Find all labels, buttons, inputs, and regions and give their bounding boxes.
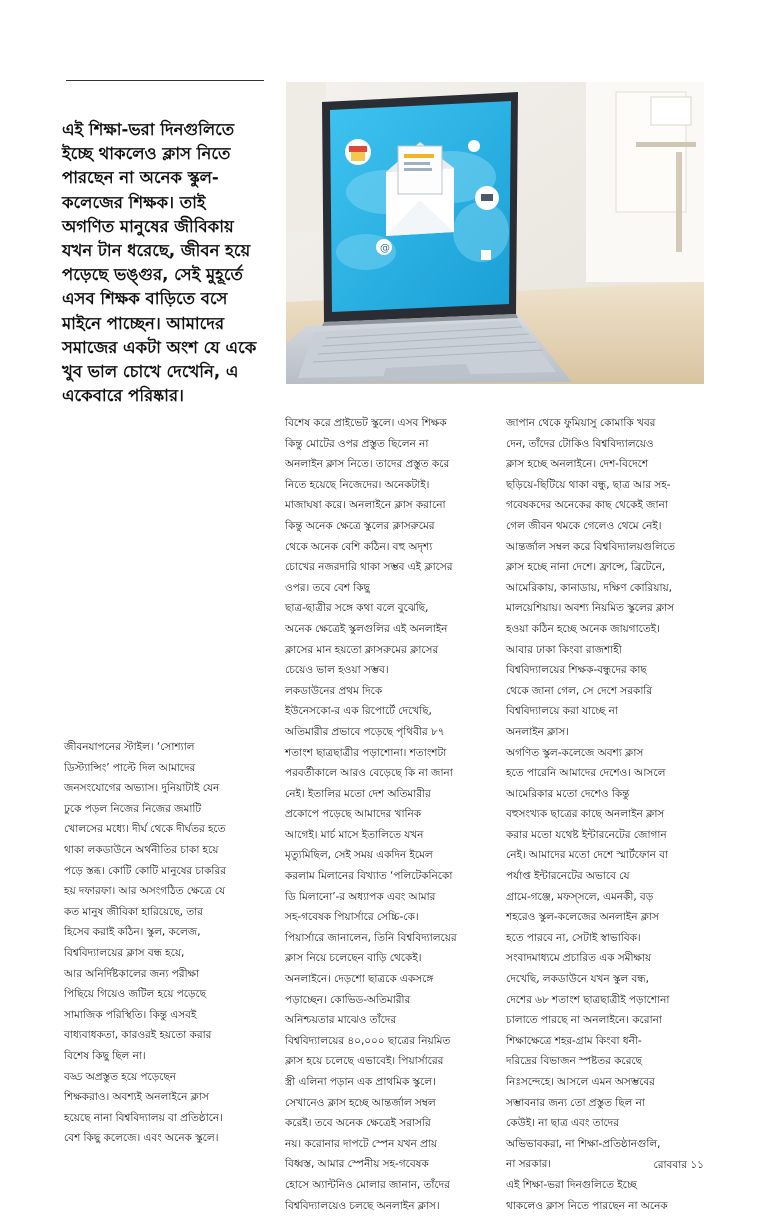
article-column-1: জীবনযাপনের স্টাইল। ‘সোশ্যাল ডিস্ট্যান্সিং’ পাল্টে দিল আমাদের জনসংযোগের অভ্যাস। দুনিয়াটাই যেন ঢুকে পড়ল নিজের নিজের জমাটি খোলসের মধ্যে। দীর্ঘ থেকে দীর্ঘতর হতে থাকা লকডাউনে অর্থনীতির চাকা হয়ে পড়ে স্তব্ধ। কোটি কোটি মানুষের চাকরির হয় দফারফা। আর অসংগঠিত ক্ষেত্রে যে কত মানুষ জীবিকা হারিয়েছে, তার হিসেব করাই কঠিন। স্কুল, কলেজ, বিশ্ববিদ্যালয়ের ক্লাস বন্ধ হয়ে, আর অনির্দিষ্টকালের জন্য পরীক্ষা পিছিয়ে গিয়েও জটিল হয়ে পড়েছে সামাজিক পরিস্থিতি। কিন্তু এসবই বাধ্যবাধকতা, কারওরই হয়তো করার বিশেষ কিছু ছিল না। বড্ড অপ্রস্তুত হয়ে পড়েছেন শিক্ষকরাও। অবশ্যই অনলাইনে ক্লাস হয়েছে নানা বিশ্ববিদ্যালয় বা প্রতিষ্ঠানে। বেশ কিছু কলেজে। এবং অনেক স্কুলে। — [64, 741, 226, 1145]
article-column-2: বিশেষ করে প্রাইভেট স্কুলে। এসব শিক্ষক কিন্তু মোটের ওপর প্রস্তুত ছিলেন না অনলাইন ক্লাস নিতে। তাদের প্রস্তুত করে নিতে হয়েছে নিজেদের। অনেকটাই। মাজাঘষা করে। অনলাইনে ক্লাস করানো কিন্তু অনেক ক্ষেত্রে স্কুলের ক্লাসরুমের থেকে অনেক বেশি কঠিন। বহু অদৃশ্য চোখের নজরদারি থাকা সম্ভব এই ক্লাসের ওপর। তবে বেশ কিছু ছাত্র-ছাত্রীর সঙ্গে কথা বলে বুঝেছি, অনেক ক্ষেত্রেই স্কুলগুলির এই অনলাইন ক্লাসের মান হয়তো ক্লাসরুমের ক্লাসের চেয়েও ভাল হওয়া সম্ভব। লকডাউনের প্রথম দিকে ইউনেসকো-র এক রিপোর্টে দেখেছি, অতিমারীর প্রভাবে পড়েছে পৃথিবীর ৮৭ শতাংশ ছাত্রছাত্রীর পড়াশোনা। শতাংশটা পরবর্তীকালে আরও বেড়েছে কি না জানা নেই। ইতালির মতো দেশ অতিমারীর প্রকোপে পড়েছে আমাদের খানিক আগেই। মার্চ মাসে ইতালিতে যখন মৃত্যুমিছিল, সেই সময় একদিন ইমেল করলাম মিলানের বিখ্যাত ‘পলিটেকনিকো ডি মিলানো’-র অধ্যাপক এবং আমার সহ-গবেষক পিয়ার্সারে সেচ্চি-কে। পিয়ার্সারে জানালেন, তিনি বিশ্ববিদ্যালয়ের ক্লাস নিয়ে চলেছেন বাড়ি থেকেই। অনলাইনে। দেড়শো ছাত্রকে একসঙ্গে পড়াচ্ছেন। কোভিড-অতিমারীর অনিশ্চয়তার মাঝেও তাঁদের বিশ্ববিদ্যালয়ের ৪০,০০০ ছাত্রের নিয়মিত ক্লাস হয়ে চলেছে এভাবেই। পিয়ার্সারের স্ত্রী এলিনা পড়ান এক প্রাথমিক স্কুলে। সেখানেও ক্লাস হচ্ছে আন্তর্জাল সম্বল করেই। তবে অনেক ক্ষেত্রেই সরাসরি নয়। করোনার দাপটে স্পেন যখন প্রায় বিধ্বস্ত, আমার স্পেনীয় সহ-গবেষক হোসে অ্যান্টনিও মোলার জানান, তাঁদের বিশ্ববিদ্যালয়েও চলছে অনলাইন ক্লাস। — [285, 417, 457, 1212]
article-column-3: জাপান থেকে ফুমিয়াসু কোমাকি খবর দেন, তাঁদের টোকিও বিশ্ববিদ্যালয়েও ক্লাস হচ্ছে অনলাইনে। দেশ-বিদেশে ছড়িয়ে-ছিটিয়ে থাকা বন্ধু, ছাত্র আর সহ- গবেষকদের অনেকের কাছ থেকেই জানা গেল জীবন থমকে গেলেও থেমে নেই। আন্তর্জাল সম্বল করে বিশ্ববিদ্যালয়গুলিতে ক্লাস হচ্ছে নানা দেশে। ফ্রান্সে, ব্রিটেনে, আমেরিকায়, কানাডায়, দক্ষিণ কোরিয়ায়, মালয়েশিয়ায়। অবশ্য নিয়মিত স্কুলের ক্লাস হওয়া কঠিন হচ্ছে অনেক জায়গাতেই। আবার ঢাকা কিংবা রাজশাহী বিশ্ববিদ্যালয়ের শিক্ষক-বন্ধুদের কাছ থেকে জানা গেল, সে দেশে সরকারি বিশ্ববিদ্যালয়ে করা যাচ্ছে না অনলাইন ক্লাস। অগণিত স্কুল-কলেজে অবশ্য ক্লাস হতে পারেনি আমাদের দেশেও। আসলে আমেরিকার মতো দেশেও কিন্তু বহুসংখ্যক ছাত্রের কাছে অনলাইন ক্লাস করার মতো যথেষ্ট ইন্টারনেটের জোগান নেই। আমাদের মতো দেশে স্মার্টফোন বা পর্যাপ্ত ইন্টারনেটের অভাবে যে গ্রামে-গঞ্জে, মফস্সলে, এমনকী, বড় শহরেও স্কুল-কলেজের অনলাইন ক্লাস হতে পারবে না, সেটাই স্বাভাবিক। সংবাদমাধ্যমে প্রচারিত এক সমীক্ষায় দেখেছি, লকডাউনে যখন স্কুল বন্ধ, দেশের ৬৮ শতাংশ ছাত্রছাত্রীই পড়াশোনা চালাতে পারছে না অনলাইনে। করোনা শিক্ষাক্ষেত্রে শহর-গ্রাম কিংবা ধনী- দরিদ্রের বিভাজন স্পষ্টতর করেছে নিঃসন্দেহে। আসলে এমন অসম্ভবের সম্ভাবনার জন্য তো প্রস্তুত ছিল না কেউই। না ছাত্র এবং তাদের অভিভাবকরা, না শিক্ষা-প্রতিষ্ঠানগুলি, না সরকার। এই শিক্ষা-ভরা দিনগুলিতে ইচ্ছে থাকলেও ক্লাস নিতে পারছেন না অনেক — [506, 417, 676, 1212]
laptop-photo — [286, 82, 704, 384]
header-rule — [66, 80, 264, 81]
svg-text:@: @ — [380, 243, 390, 254]
pull-quote: এই শিক্ষা-ভরা দিনগুলিতে ইচ্ছে থাকলেও ক্লাস নিতে পারছেন না অনেক স্কুল- কলেজের শিক্ষক। তাই অগণিত মানুষের জীবিকায় যখন টান ধরেছে, জীবন হয়ে পড়েছে ভঙ্গুর, সেই মুহূর্তে এসব শিক্ষক বাড়িতে বসে মাইনে পাচ্ছেন। আমাদের সমাজের একটা অংশ যে একে খুব ভাল চোখে দেখেনি, এ একেবারে পরিষ্কার। — [62, 120, 257, 406]
page-folio: রোববার ১১ — [653, 1159, 704, 1171]
laptop-illustration — [286, 82, 704, 384]
